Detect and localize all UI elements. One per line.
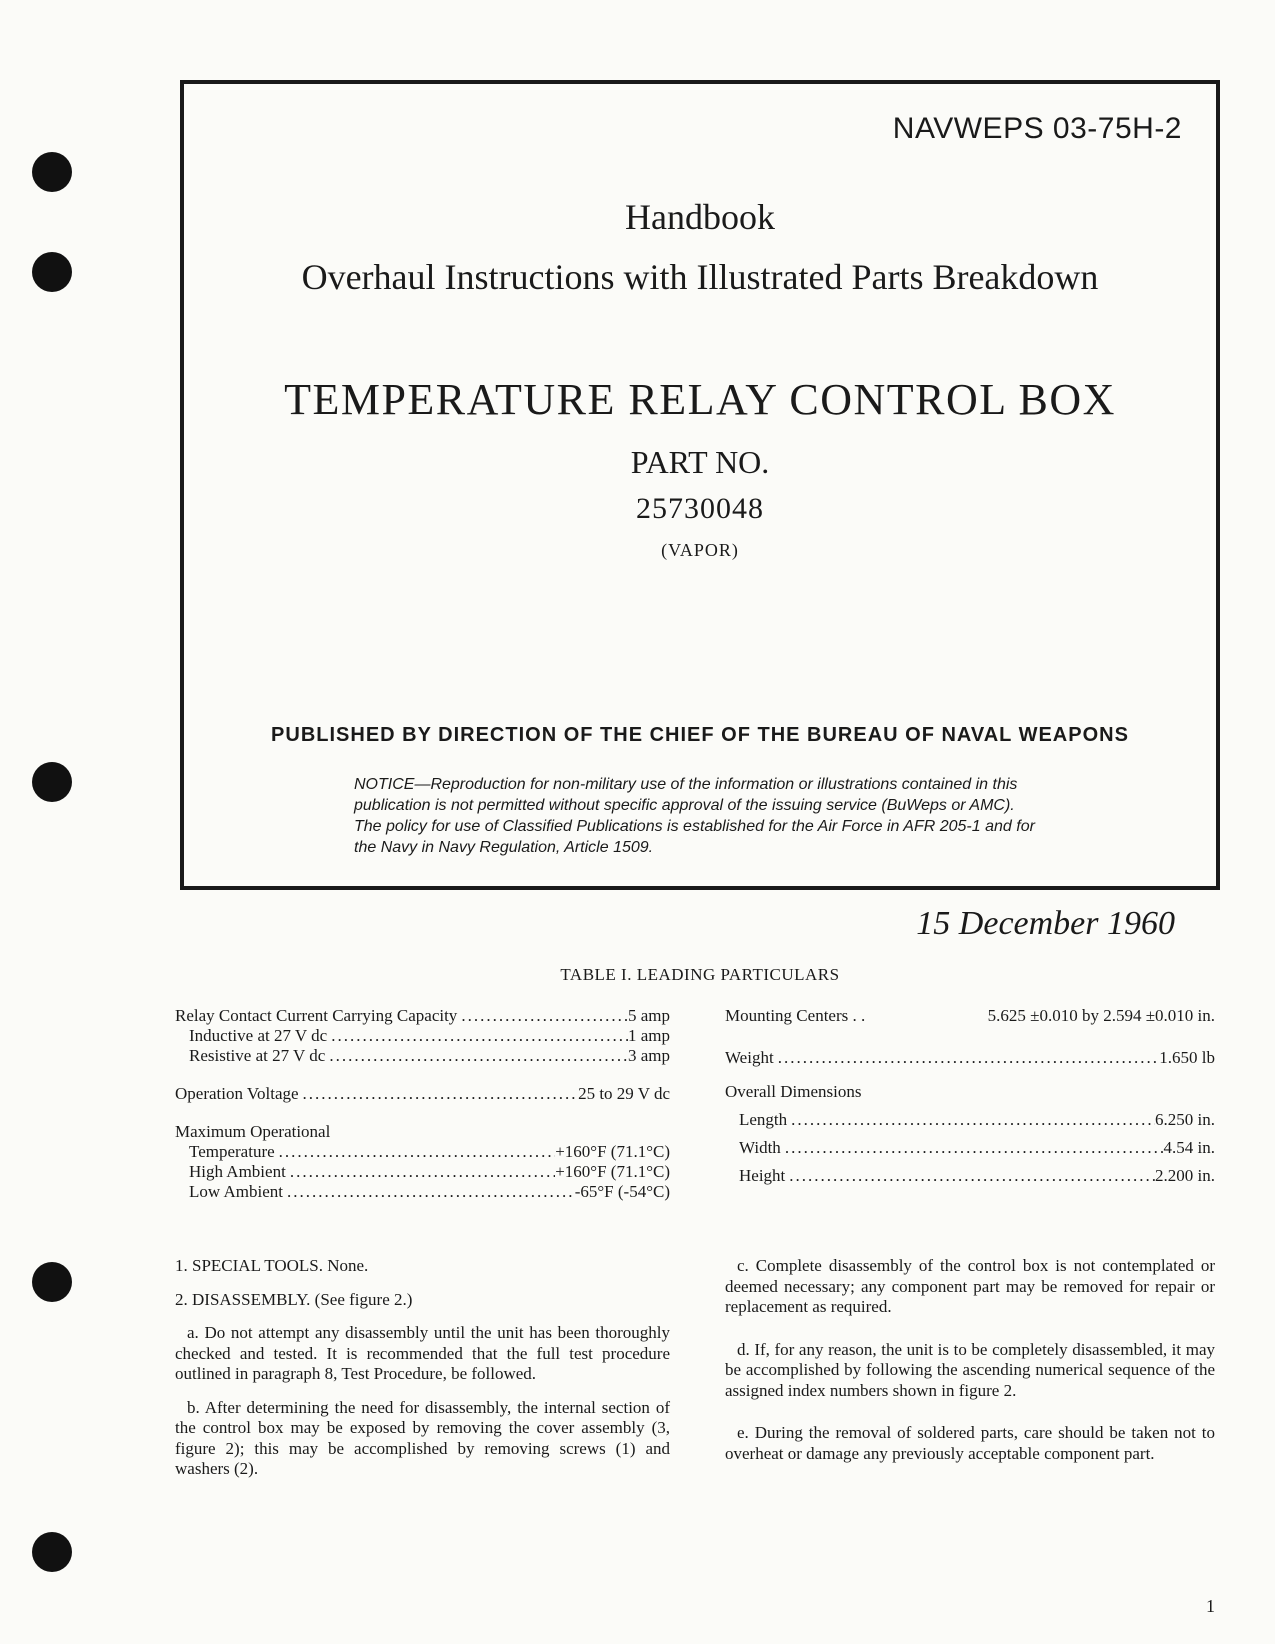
particular-group-label: Maximum Operational: [175, 1122, 331, 1141]
particular-row: [175, 1142, 670, 1162]
particular-label: Length: [739, 1110, 788, 1129]
particular-row: [175, 1182, 670, 1202]
body-left-column: [175, 1256, 670, 1493]
particular-label: Inductive at 27 V dc: [189, 1026, 328, 1045]
particular-label: Weight: [725, 1048, 774, 1067]
particular-value: 5.625 ±0.010 by 2.594 ±0.010 in.: [987, 1006, 1215, 1025]
page-number: 1: [1206, 1596, 1215, 1616]
particular-row: [725, 1110, 1215, 1130]
particular-label: Mounting Centers . .: [725, 1006, 866, 1025]
particular-label: High Ambient: [189, 1162, 286, 1181]
particular-row: [175, 1084, 670, 1104]
binder-hole: [32, 1262, 72, 1302]
paragraph: a. Do not attempt any disassembly until the unit has been thoroughly checked and tested. It is recommended that the full test procedure outlined in paragraph 8, Test Procedure, be followed.: [175, 1323, 670, 1383]
binder-hole: [32, 762, 72, 802]
binder-hole: [32, 1532, 72, 1572]
particular-label: Operation Voltage: [175, 1084, 299, 1103]
manufacturer: (VAPOR): [661, 540, 739, 560]
particular-label: Height: [739, 1166, 786, 1185]
particular-value: 3 amp: [627, 1046, 670, 1065]
particular-value: 5 amp: [627, 1006, 670, 1025]
particular-value: 6.250 in.: [1155, 1110, 1215, 1129]
section-heading: 2. DISASSEMBLY. (See figure 2.): [175, 1289, 413, 1309]
particular-value: 1.650 lb: [1159, 1048, 1215, 1067]
particular-value: +160°F (71.1°C): [555, 1162, 670, 1181]
particular-row: [175, 1026, 670, 1046]
particular-row: [725, 1006, 1215, 1026]
particular-row: [175, 1162, 670, 1182]
particular-label: Resistive at 27 V dc: [189, 1046, 326, 1065]
particular-value: 4.54 in.: [1163, 1138, 1215, 1157]
particular-row: [725, 1166, 1215, 1186]
particular-row: [175, 1046, 670, 1066]
part-number-label: PART NO.: [630, 444, 770, 480]
binder-hole: [32, 152, 72, 192]
binder-hole: [32, 252, 72, 292]
particular-label: Temperature: [189, 1142, 275, 1161]
title-frame: [180, 80, 1220, 890]
particular-row: [725, 1138, 1215, 1158]
paragraph: c. Complete disassembly of the control box is not contemplated or deemed necessary; any component part may be removed for repair or replacement as required.: [725, 1256, 1215, 1316]
particular-label: Width: [739, 1138, 781, 1157]
particular-label: Low Ambient: [189, 1182, 283, 1201]
publication-date: 15 December 1960: [916, 905, 1175, 942]
published-by: PUBLISHED BY DIRECTION OF THE CHIEF OF THE BUREAU OF NAVAL WEAPONS: [271, 724, 1129, 746]
particular-value: 2.200 in.: [1155, 1166, 1215, 1185]
document-subtitle: Overhaul Instructions with Illustrated Parts Breakdown: [301, 257, 1099, 297]
paragraph: d. If, for any reason, the unit is to be completely disassembled, it may be accomplished by following the ascending numerical sequence of the assigned index numbers shown in figure 2.: [725, 1339, 1215, 1400]
table-title: TABLE I. LEADING PARTICULARS: [560, 965, 840, 984]
document-number: NAVWEPS 03-75H-2: [892, 112, 1182, 145]
particular-row: [175, 1006, 670, 1026]
particulars-right-column: [725, 1006, 1215, 1186]
paragraph: e. During the removal of soldered parts, care should be taken not to overheat or damage any previously acceptable component part.: [725, 1423, 1215, 1463]
particular-value: 25 to 29 V dc: [578, 1084, 670, 1103]
handbook-heading: Handbook: [625, 197, 775, 237]
section-heading: 1. SPECIAL TOOLS. None.: [175, 1256, 369, 1275]
particular-label: Relay Contact Current Carrying Capacity: [175, 1006, 458, 1025]
part-number: 25730048: [636, 492, 764, 525]
particular-row: [725, 1048, 1215, 1068]
particular-value: 1 amp: [627, 1026, 670, 1045]
particular-value: -65°F (-54°C): [574, 1182, 670, 1201]
particular-value: +160°F (71.1°C): [555, 1142, 670, 1161]
particulars-left-column: [175, 1006, 670, 1202]
paragraph: b. After determining the need for disassembly, the internal section of the control box may be exposed by removing the cover assembly (3, figure 2); this may be accomplished by removing screws (1) and washers (2).: [175, 1397, 670, 1478]
document-title: TEMPERATURE RELAY CONTROL BOX: [284, 375, 1116, 424]
body-right-column: [725, 1256, 1215, 1477]
notice-text: NOTICE—Reproduction for non-military use of the information or illustrations contained in this publication is not permitted without specific approval of the issuing service (BuWeps or AMC). The policy for use of Classified Publications is established for the Air Force in AFR 205-1 and for the Navy in Navy Regulation, Article 1509.: [354, 776, 1035, 856]
particular-group-label: Overall Dimensions: [725, 1082, 862, 1101]
